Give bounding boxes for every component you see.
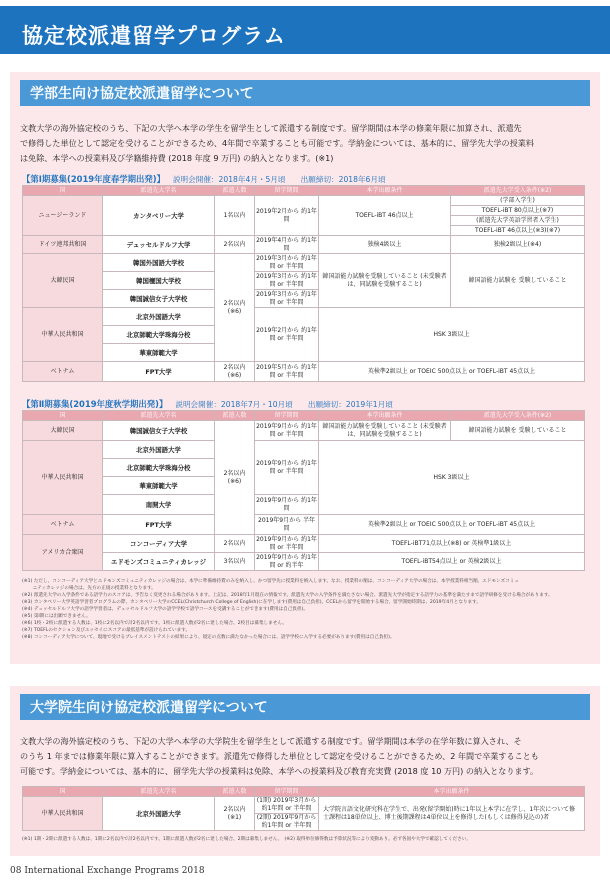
note-line: (※3) カンタベリー大学英語学習者プログラムの際、カンタベリー大学のCCEL(Christchurch College of English)に在学します(費用は自己負担)。CCELから留学を開始する場合、留学開始時期は、2019年4月となります。 (22, 600, 481, 605)
period-cell: 2019年3月から 約1年間 or 半年間 (256, 254, 317, 270)
country-cell: 大韓民国 (23, 254, 103, 308)
period-cell: 2019年3月から 約1年間 or 半年間 (256, 290, 317, 306)
col-header: 留学期間 (255, 186, 319, 196)
period-cell: 2019年9月から 半年間 (255, 515, 319, 535)
university-cell: コンコーディア大学 (103, 535, 215, 553)
university-cell: 韓国檀国大学校 (103, 272, 215, 290)
col-header: 派遣人数 (215, 787, 255, 797)
intro-line: のうち 1 年までは修業年限に算入することができます。派遣先で修得した単位として認定を受けることができるため、2 年間で卒業することも (20, 751, 539, 761)
condition-cell: 大学院言語文化研究科在学生で、出発(留学開始)時に1年以上本学に在学し、1年次について修士課程は18単位以上、博士後期課程は4単位以上を修得した(もしくは修得見込の)者 (319, 797, 585, 831)
table-row (23, 254, 585, 272)
col-header: 派遣先大学受入条件(※2) (451, 186, 585, 196)
condition-cell: 英検準2級以上 or TOEIC 500点以上 or TOEFL-iBT 45点以上 (319, 515, 585, 535)
period-cell: 2019年9月から 約1年間 or 約半年 (256, 553, 317, 569)
receive-condition-cell: 独検2級以上(※4) (451, 236, 585, 254)
condition-cell: 韓国語能力試験を受験していること (未受験者は、同試験を受験すること) (319, 421, 451, 441)
period-cell: (2期) 2019年9月から 約1年間 or 半年間 (255, 814, 319, 831)
table-row (23, 535, 585, 553)
col-header: 国 (23, 787, 103, 797)
grad-title: 大学院生向け協定校派遣留学について (30, 700, 268, 716)
section2-title: 【第Ⅱ期募集(2019年度秋学期出発)】 (22, 399, 168, 409)
note-line: (※2) 派遣先大学の入学条件である語学力のスコアは、予告なく変更される場合があります。上記は、2018年1月現在の情報です。派遣先大学の入学条件を満たさない場合、派遣先大学が指定する語学力の基準を満たすまで語学研修を受ける場合があります。 (22, 593, 553, 598)
table-row (23, 196, 585, 206)
country-cell: ベトナム (23, 362, 103, 382)
quota-cell: 2名以内 (※6) (215, 421, 255, 535)
university-cell: 北京外国語大学 (103, 797, 215, 831)
program-table-1 (22, 185, 585, 382)
table-row (23, 236, 585, 254)
intro-line: は免除、本学への授業料及び学籍維持費 (2018 年度 9 万円) の納入となります。(※1) (20, 153, 334, 163)
university-cell: FPT大学 (103, 362, 215, 382)
country-cell: ベトナム (23, 515, 103, 535)
university-cell: 北京師範大学珠海分校 (103, 459, 215, 477)
quota-cell: 2名以内 (※6) (215, 362, 255, 382)
university-cell: デュッセルドルフ大学 (103, 236, 215, 254)
receive-condition-cell: TOEFL-iBT 80点以上(※7) (451, 206, 585, 216)
grad-notes (22, 836, 584, 843)
intro-line: 可能です。学納金については、基本的に、留学先大学の授業料は免除、本学への授業料及び教育充実費 (2018 度 10 万円) の納入となります。 (20, 766, 539, 776)
period-cell: 2019年5月から 約1年間 or 半年間 (255, 362, 319, 382)
page-title: 協定校派遣留学プログラム (22, 24, 286, 48)
table-header-row (23, 411, 585, 421)
section1-title: 【第Ⅰ期募集(2019年度春学期出発)】 (22, 174, 165, 184)
intro-line: 文教大学の海外協定校のうち、下記の大学へ本学の学生を留学生として派遣する制度です。留学期間は本学の修業年限に加算され、派遣先 (20, 123, 522, 133)
period-cell: 2019年9月から 約1年間 or 半年間 (256, 535, 317, 551)
university-cell: 華東師範大学 (103, 477, 215, 495)
table-header-row (23, 186, 585, 196)
university-cell: FPT大学 (103, 515, 215, 535)
period-cell: 2019年9月から 約1年間 (255, 495, 319, 515)
condition-cell: TOEFL-iBT 46点以上 (319, 196, 451, 236)
col-header: 派遣人数 (215, 186, 255, 196)
period-cell: (1期) 2019年3月から 約1年間 or 半年間 (255, 797, 319, 814)
col-header: 派遣先大学受入条件(※2) (451, 411, 585, 421)
undergrad-intro (20, 121, 572, 166)
table-row (23, 553, 585, 571)
period-cell: 2019年9月から 約1年間 or 半年間 (255, 441, 319, 495)
university-cell: 北京外国語大学 (103, 441, 215, 459)
col-header: 本学出願条件 (319, 186, 451, 196)
table-row (23, 421, 585, 441)
condition-cell: HSK 3級以上 (319, 308, 585, 362)
quota-cell: 2名以内 (215, 236, 255, 254)
undergrad-notes (22, 578, 584, 641)
country-cell: ドイツ連邦共和国 (23, 236, 103, 254)
table-row (23, 797, 585, 814)
receive-condition-cell: TOEFL-iBT 46点以上(※3)(※7) (451, 226, 585, 236)
university-cell: 華東師範大学 (103, 344, 215, 362)
university-cell: 南開大学 (103, 495, 215, 515)
quota-cell: 2名以内 (※6) (215, 254, 255, 362)
table-row (23, 515, 585, 535)
program-table-2 (22, 410, 585, 571)
quota-cell: 1名以内 (215, 196, 255, 236)
col-header: 国 (23, 411, 103, 421)
section2-meta: 説明会開催：2018年7月・10月頃 出願締切：2019年1月頃 (175, 400, 393, 409)
col-header: 本学出願条件 (319, 787, 585, 797)
country-cell: アメリカ合衆国 (23, 535, 103, 571)
country-cell: 大韓民国 (23, 421, 103, 441)
page-header (0, 6, 610, 54)
note-line: (※1) 1期・2期に派遣する人数は、1期に2名以内で計2名以内です。1期に派遣人数が2名に達した場合、2期は募集しません。 (※2) 取得単位修得数は予算状況等により変動あり。必ず各国や大学で確認してください。 (22, 837, 471, 842)
receive-condition-cell: 韓国語能力試験を 受験していること (451, 421, 585, 441)
university-cell: 北京外国語大学 (103, 308, 215, 326)
university-cell: 韓国誠信女子大学校 (103, 290, 215, 308)
intro-line: で修得した単位として認定を受けることができるため、4年間で卒業することも可能です。学納金については、基本的に、留学先大学の授業料 (20, 138, 534, 148)
receive-condition-cell: (派遣先大学英語学習者入学生) (451, 216, 585, 226)
condition-cell: HSK 3級以上 (319, 441, 585, 515)
condition-cell: 独検4級以上 (319, 236, 451, 254)
note-line: (※7) TOEFLのセクション及びエッセイにスコアの最低基準が設けられています。 (22, 628, 191, 633)
period-cell: 2019年2月から 約1年間 or 半年間 (255, 308, 319, 362)
university-cell: カンタベリー大学 (103, 196, 215, 236)
university-cell: 北京師範大学珠海分校 (103, 326, 215, 344)
country-cell: 中華人民共和国 (23, 441, 103, 515)
section2-heading (22, 398, 393, 410)
table-header-row (23, 787, 585, 797)
note-line: (※8) コンコーディア大学について、現地で受けるプレイスメントテストの結果により、規定の点数に満たなかった場合には、語学学校に入学する必要があります(費用は自己負担)。 (22, 635, 395, 640)
col-header: 派遣先大学名 (103, 411, 215, 421)
table-row (23, 362, 585, 382)
col-header: 派遣先大学名 (103, 787, 215, 797)
university-cell: エドモンズコミュニティカレッジ (103, 553, 215, 571)
note-line: (※1) ただし、コンコーディア大学とエドモンズコミュニティカレッジの場合は、本学に準備維持費のみを納入し、かつ留学先に授業料を納入します。なお、授業料の額は、コンコーディア大学の場合は、本学授業料相当額、エドモンズコミュ (22, 579, 519, 584)
condition-cell: TOEFL-iBT71点以上(※8) or 英検準1級以上 (319, 535, 585, 553)
condition-cell: TOEFL-iBT54点以上 or 英検2級以上 (319, 553, 585, 571)
table-row (23, 308, 585, 326)
period-cell: 2019年9月から 約1年間 or 半年間 (255, 421, 319, 441)
col-header: 派遣先大学名 (103, 186, 215, 196)
country-cell: 中華人民共和国 (23, 308, 103, 362)
period-cell: 2019年2月から 約1年間 (255, 196, 319, 236)
country-cell: 中華人民共和国 (23, 797, 103, 831)
university-cell: 韓国外国語大学校 (103, 254, 215, 272)
col-header: 本学出願条件 (319, 411, 451, 421)
col-header: 留学期間 (255, 411, 319, 421)
period-cell: 2019年3月から 約1年間 or 半年間 (256, 272, 317, 288)
period-cell: 2019年4月から 約1年間 (256, 236, 317, 252)
grad-title-bar (20, 694, 590, 720)
country-cell: ニュージーランド (23, 196, 103, 236)
table-row (23, 441, 585, 459)
quota-cell: 2名以内 (215, 535, 255, 553)
col-header: 留学期間 (255, 787, 319, 797)
undergrad-title: 学部生向け協定校派遣留学について (30, 86, 254, 102)
quota-cell: 3名以内 (215, 553, 255, 571)
section1-heading (22, 173, 386, 185)
receive-condition-cell: 韓国語能力試験を 受験していること (451, 254, 585, 308)
page-footer: 08 International Exchange Programs 2018 (10, 866, 205, 876)
quota-cell: 2名以内 (※1) (215, 797, 255, 831)
note-line: (※4) デュッセルドルフ大学の語学学習者は、デュッセルドルフ大学の語学学校で語学コースを受講することができます(費用は自己負担)。 (22, 607, 308, 612)
col-header: 派遣人数 (215, 411, 255, 421)
note-line: (※6) 1校・2校に派遣する人数は、1校に2名以内で計2名以内です。1校に派遣人数が2名に達した場合、2校目は募集しません。 (22, 621, 287, 626)
undergrad-title-bar (20, 80, 590, 106)
note-line: ニティカレッジの場合は、先方の正規の授業料となります。 (22, 586, 156, 591)
grad-program-table (22, 786, 585, 831)
intro-line: 文教大学の海外協定校のうち、下記の大学へ本学の大学院生を留学生として派遣する制度です。留学期間は本学の在学年数に算入され、そ (20, 736, 522, 746)
university-cell: 韓国誠信女子大学校 (103, 421, 215, 441)
grad-intro (20, 734, 572, 779)
section1-meta: 説明会開催：2018年4月・5月頃 出願締切：2018年6月頃 (172, 175, 386, 184)
condition-cell: 英検準2級以上 or TOEIC 500点以上 or TOEFL-iBT 45点以上 (319, 362, 585, 382)
col-header: 国 (23, 186, 103, 196)
note-line: (※5) 第Ⅰ期には出願できません。 (22, 614, 91, 619)
receive-condition-cell: (学部入学生) (451, 196, 585, 206)
condition-cell: 韓国語能力試験を受験していること (未受験者は、同試験を受験すること) (319, 254, 451, 308)
